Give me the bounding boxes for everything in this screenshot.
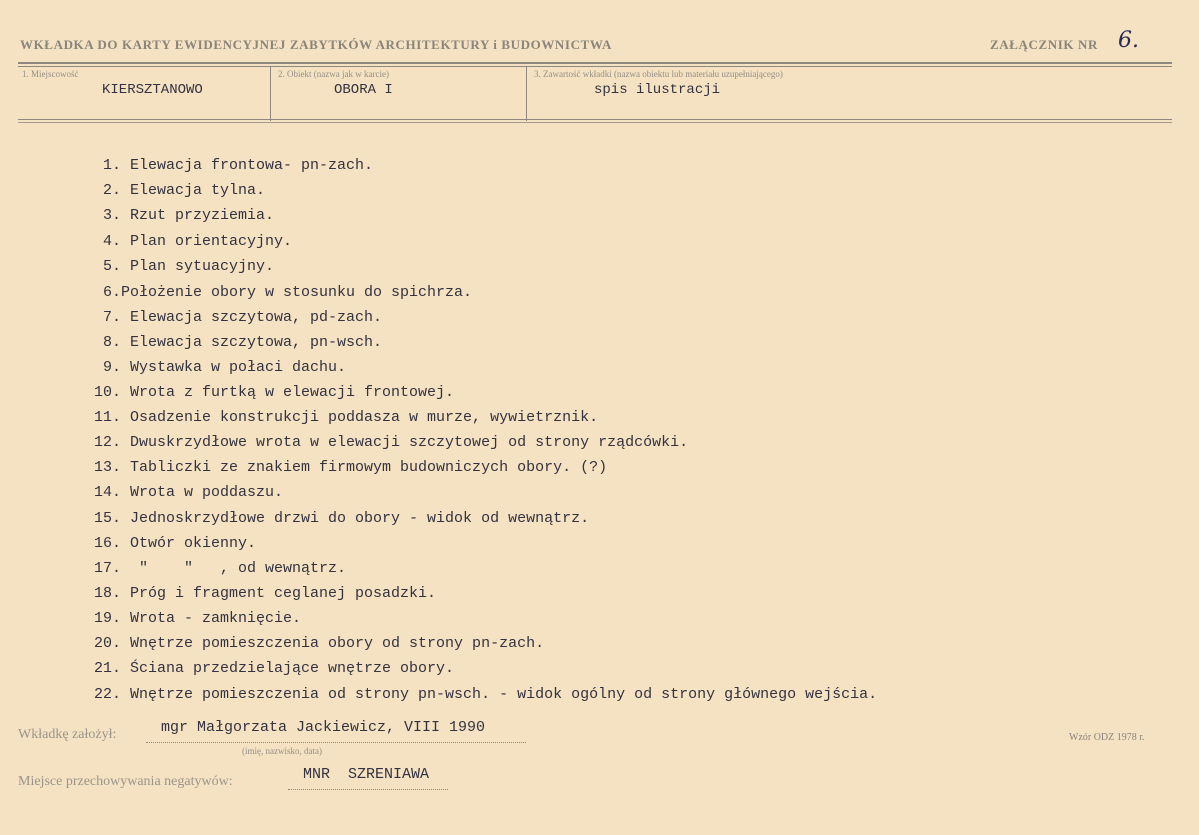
content-caption: 3. Zawartość wkładki (nazwa obiektu lub materiału uzupełniającego)	[534, 69, 783, 79]
founder-label: Wkładkę założył:	[18, 727, 117, 742]
list-item: 22. Wnętrze pomieszczenia od strony pn-wsch. - widok ogólny od strony głównego wejścia.	[94, 686, 878, 703]
object-value: OBORA I	[334, 82, 393, 98]
list-item: 11. Osadzenie konstrukcji poddasza w murze, wywietrznik.	[94, 409, 599, 426]
founder-line	[146, 742, 526, 743]
list-item: 4. Plan orientacyjny.	[103, 233, 293, 250]
storage-value: MNR SZRENIAWA	[303, 766, 430, 783]
founder-caption: (imię, nazwisko, data)	[242, 746, 322, 756]
fields-rule	[18, 119, 1172, 120]
list-item: 7. Elewacja szczytowa, pd-zach.	[103, 309, 383, 326]
annex-number: 6.	[1118, 28, 1139, 53]
list-item: 15. Jednoskrzydłowe drzwi do obory - widok od wewnątrz.	[94, 510, 590, 527]
list-item: 3. Rzut przyziemia.	[103, 207, 275, 224]
cell-divider	[270, 66, 271, 121]
list-item: 17. " " , od wewnątrz.	[94, 560, 347, 577]
list-item: 9. Wystawka w połaci dachu.	[103, 359, 347, 376]
list-item: 18. Próg i fragment ceglanej posadzki.	[94, 585, 437, 602]
form-title: WKŁADKA DO KARTY EWIDENCYJNEJ ZABYTKÓW ARCHITEKTURY i BUDOWNICTWA	[20, 37, 612, 52]
list-item: 12. Dwuskrzydłowe wrota w elewacji szczytowej od strony rządcówki.	[94, 434, 689, 451]
founder-value: mgr Małgorzata Jackiewicz, VIII 1990	[161, 719, 486, 736]
annex-label: ZAŁĄCZNIK NR	[990, 37, 1098, 52]
list-item: 21. Ściana przedzielające wnętrze obory.	[94, 660, 455, 677]
list-item: 19. Wrota - zamknięcie.	[94, 610, 302, 627]
fields-rule-thin	[18, 122, 1172, 123]
list-item: 20. Wnętrze pomieszczenia obory od strony pn-zach.	[94, 635, 545, 652]
cell-divider	[526, 66, 527, 121]
list-item: 13. Tabliczki ze znakiem firmowym budowniczych obory. (?)	[94, 459, 608, 476]
list-item: 5. Plan sytuacyjny.	[103, 258, 275, 275]
storage-label: Miejsce przechowywania negatywów:	[18, 774, 233, 789]
header-rule-thin	[18, 66, 1172, 67]
content-value: spis ilustracji	[594, 82, 721, 98]
list-item: 14. Wrota w poddaszu.	[94, 484, 284, 501]
object-caption: 2. Obiekt (nazwa jak w karcie)	[278, 69, 389, 79]
header-rule	[18, 62, 1172, 64]
list-item: 10. Wrota z furtką w elewacji frontowej.	[94, 384, 455, 401]
list-item: 6.Położenie obory w stosunku do spichrza.	[103, 284, 473, 301]
list-item: 16. Otwór okienny.	[94, 535, 257, 552]
place-caption: 1. Miejscowość	[22, 69, 79, 79]
list-item: 1. Elewacja frontowa- pn-zach.	[103, 157, 374, 174]
list-item: 2. Elewacja tylna.	[103, 182, 266, 199]
list-item: 8. Elewacja szczytowa, pn-wsch.	[103, 334, 383, 351]
storage-line	[288, 789, 448, 790]
place-value: KIERSZTANOWO	[102, 82, 203, 98]
form-code: Wzór ODZ 1978 r.	[1069, 732, 1145, 743]
